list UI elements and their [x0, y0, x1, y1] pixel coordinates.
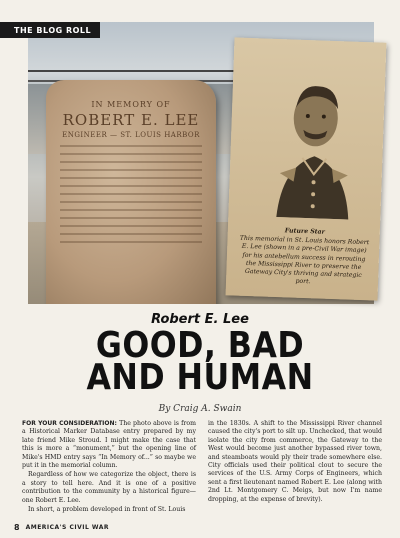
article-kicker: Robert E. Lee: [151, 312, 249, 327]
inset-caption: [236, 226, 372, 289]
page-footer: [14, 523, 109, 532]
paragraph: in the 1830s. A shift to the Mississippi River channel caused the city's port to silt up. Unchecked, that would isolate the city from commerce, the Gateway to the West would become just another bypassed river town, and steamboats would ply their trade somewhere else. City officials used their political clout to secure the services of the U.S. Army Corps of Engineers, which sent a first lieutenant named Robert E. Lee (along with 2nd Lt. Montgomery C. Meigs, but now I'm name dropping, at the expense of brevity).: [208, 420, 382, 503]
article-column-2: [208, 420, 382, 518]
paragraph: Regardless of how we categorize the object, there is a story to tell here. And it is one of a positive contribution to the community by a historical figure—one Robert E. Lee.: [22, 471, 196, 504]
article-byline: By Craig A. Swain: [158, 404, 242, 414]
memorial-stone: [46, 80, 216, 304]
stone-inscription-line3: ENGINEER — ST. LOUIS HARBOR: [62, 131, 200, 139]
stone-inscription-line1: IN MEMORY OF: [91, 100, 171, 109]
page-number: 8: [14, 523, 20, 532]
article-column-1: [22, 420, 196, 518]
stone-inscription-name: ROBERT E. LEE: [62, 111, 200, 129]
inset-portrait-card: [226, 37, 387, 300]
section-tab: THE BLOG ROLL: [0, 22, 100, 38]
magazine-name: AMERICA'S CIVIL WAR: [25, 524, 109, 531]
inset-caption-text: This memorial in St. Louis honors Robert E. Lee (shown in a pre-Civil War image) for his antebellum success in rerouting the Mississippi River to preserve the Gateway City's thriving and strategic port.: [239, 234, 370, 286]
lee-portrait-image: [266, 77, 363, 220]
article-headline: [24, 325, 376, 398]
headline-line2: AND HUMAN: [86, 357, 314, 398]
paragraph: In short, a problem developed in front of St. Louis: [28, 506, 186, 514]
headline-line1: GOOD, BAD: [95, 325, 305, 366]
stone-inscription-text: [60, 145, 202, 243]
paragraph: FOR YOUR CONSIDERATION: The photo above is from a Historical Marker Database entry prepared by my late friend Mike Stroud. I might make the case that this is more a “monument,” but the opening line of Mike's HMD entry says “In Memory of...” so maybe we put it in the memorial column.: [22, 420, 196, 470]
article-body: [22, 420, 382, 518]
inset-caption-title: Future Star: [284, 227, 325, 236]
lead-in: FOR YOUR CONSIDERATION:: [22, 420, 117, 427]
